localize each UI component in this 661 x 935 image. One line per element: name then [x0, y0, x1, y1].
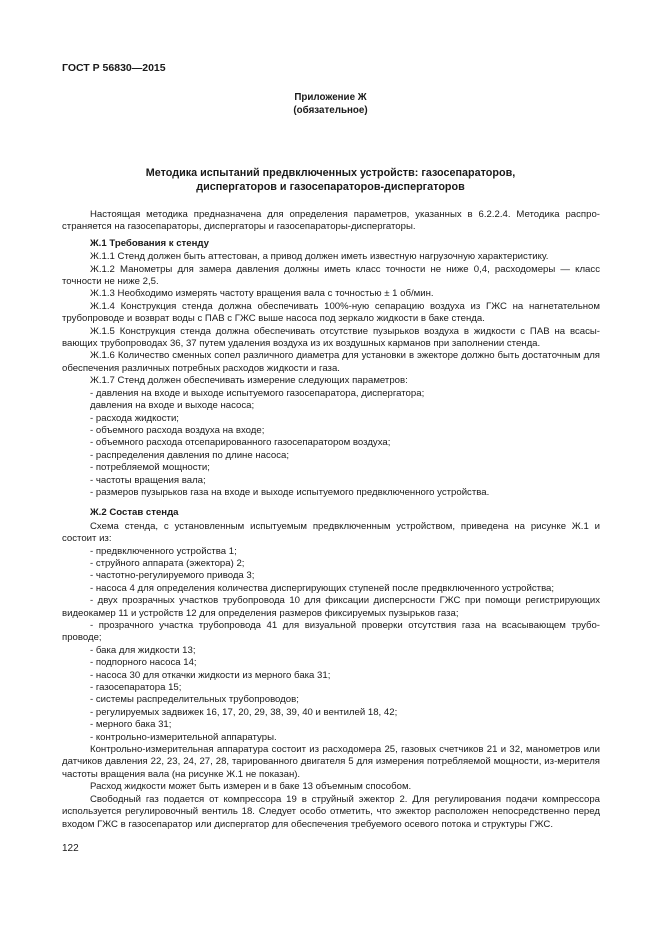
- list-item: - бака для жидкости 13;: [90, 644, 196, 656]
- list-item: - прозрачного участка трубопровода 41 для визуальной проверки отсутствия газа на всасывающем трубо-проводе;: [62, 620, 600, 644]
- clause-1-7: Ж.1.7 Стенд должен обеспечивать измерение следующих параметров:: [90, 375, 408, 387]
- clause-1-2: Ж.1.2 Манометры для замера давления должны иметь класс точности не ниже 0,4, расходомеры — класс точности не ниже 2,5.: [62, 263, 600, 288]
- appendix-heading: [0, 91, 661, 117]
- list-item: - регулируемых задвижек 16, 17, 20, 29, 38, 39, 40 и вентилей 18, 42;: [90, 706, 398, 718]
- list-item: - контрольно-измерительной аппаратуры.: [90, 731, 277, 743]
- clause-1-4: Ж.1.4 Конструкция стенда должна обеспечивать 100%-ную сепарацию воздуха из ГЖС на нагнетательном трубопроводе и возврат воды с ПАВ с ГЖС выше насоса под зеркало жидкости в баке стенда.: [62, 300, 600, 325]
- title-line-1: Методика испытаний предвключенных устройств: газосепараторов,: [145, 167, 516, 179]
- list-item: - потребляемой мощности;: [90, 462, 210, 474]
- document-body: [62, 209, 600, 831]
- instrumentation-paragraph: Контрольно-измерительная аппаратура состоит из расходомера 25, газовых счетчиков 21 и 32, манометров или датчиков давления 22, 23, 24, 27, 28, тарированного двигателя 5 для измерения потребляемой мощности, из-мерителя частоты вращения вала (на рисунке Ж.1 не показан).: [62, 744, 600, 780]
- appendix-title: Приложение Ж: [294, 92, 367, 103]
- list-item: - размеров пузырьков газа на входе и выходе испытуемого предвключенного устройства.: [90, 486, 490, 498]
- list-item: - подпорного насоса 14;: [90, 657, 197, 669]
- list-item: - частоты вращения вала;: [90, 474, 206, 486]
- list-item: - двух прозрачных участков трубопровода 10 для фиксации дисперсности ГЖС при помощи регистрирующих видеокамер 11 и устройств 12 для определения размеров фиксируемых пузырьков газа;: [62, 595, 600, 619]
- clause-1-3: Ж.1.3 Необходимо измерять частоту вращения вала с точностью ± 1 об/мин.: [90, 288, 434, 300]
- appendix-status: (обязательное): [293, 105, 368, 116]
- list-item: - струйного аппарата (эжектора) 2;: [90, 557, 245, 569]
- page-number: 122: [62, 843, 79, 854]
- list-item: - насоса 4 для определения количества диспергирующих ступеней после предвключенного устройства;: [90, 582, 555, 594]
- clause-1-5: Ж.1.5 Конструкция стенда должна обеспечивать отсутствие пузырьков воздуха в жидкости с ПАВ на всасы- вающих трубопроводах 36, 37 путем удаления воздуха из их воздушных карманов при заполнении стенда.: [62, 325, 600, 350]
- section-heading-1: Ж.1 Требования к стенду: [90, 237, 209, 249]
- clause-1-1: Ж.1.1 Стенд должен быть аттестован, а привод должен иметь известную нагрузочную характеристику.: [90, 251, 549, 263]
- list-item: - насоса 30 для откачки жидкости из мерного бака 31;: [90, 669, 331, 681]
- intro-paragraph: Настоящая методика предназначена для определения параметров, указанных в 6.2.2.4. Методика распро- страняется на газосепараторы, диспергаторы и газосепараторы-диспергаторы.: [62, 209, 600, 233]
- title-line-2: диспергаторов и газосепараторов-диспергаторов: [196, 181, 465, 193]
- document-id: ГОСТ Р 56830—2015: [62, 62, 166, 74]
- clause-1-6: Ж.1.6 Количество сменных сопел различного диаметра для установки в эжекторе должно быть достаточным для обеспечения различных потребных расходов жидкости и газа.: [62, 350, 601, 374]
- list-item: - давления на входе и выходе испытуемого газосепаратора, диспергатора;: [90, 387, 425, 399]
- list-item: - распределения давления по длине насоса;: [90, 449, 290, 461]
- list-item: - объемного расхода отсепарированного газосепаратором воздуха;: [90, 437, 391, 449]
- flow-paragraph: Расход жидкости может быть измерен и в баке 13 объемным способом.: [90, 781, 412, 793]
- sec2-intro: Схема стенда, с установленным испытуемым предвключенным устройством, приведена на рисунке Ж.1 и состоит из:: [62, 520, 600, 545]
- list-item: - газосепаратора 15;: [90, 682, 182, 694]
- gas-supply-paragraph: Свободный газ подается от компрессора 19 в струйный эжектор 2. Для регулирования подачи компрессора используется регулировочный вентиль 18. Следует особо отметить, что эжектор расположен непосредственно перед входом ГЖС в газосепаратор или диспергатор для обеспечения требуемого осевого потока и структуры ГЖС.: [62, 793, 600, 830]
- list-item: - частотно-регулируемого привода 3;: [90, 570, 255, 582]
- list-item: - предвключенного устройства 1;: [90, 545, 237, 557]
- list-item: - расхода жидкости;: [90, 412, 179, 424]
- section-heading-2: Ж.2 Состав стенда: [90, 507, 179, 519]
- list-item: - объемного расхода воздуха на входе;: [90, 424, 265, 436]
- list-item: давления на входе и выходе насоса;: [90, 400, 255, 412]
- list-item: - системы распределительных трубопроводов;: [90, 694, 299, 706]
- document-title: [0, 166, 661, 194]
- list-item: - мерного бака 31;: [90, 719, 172, 731]
